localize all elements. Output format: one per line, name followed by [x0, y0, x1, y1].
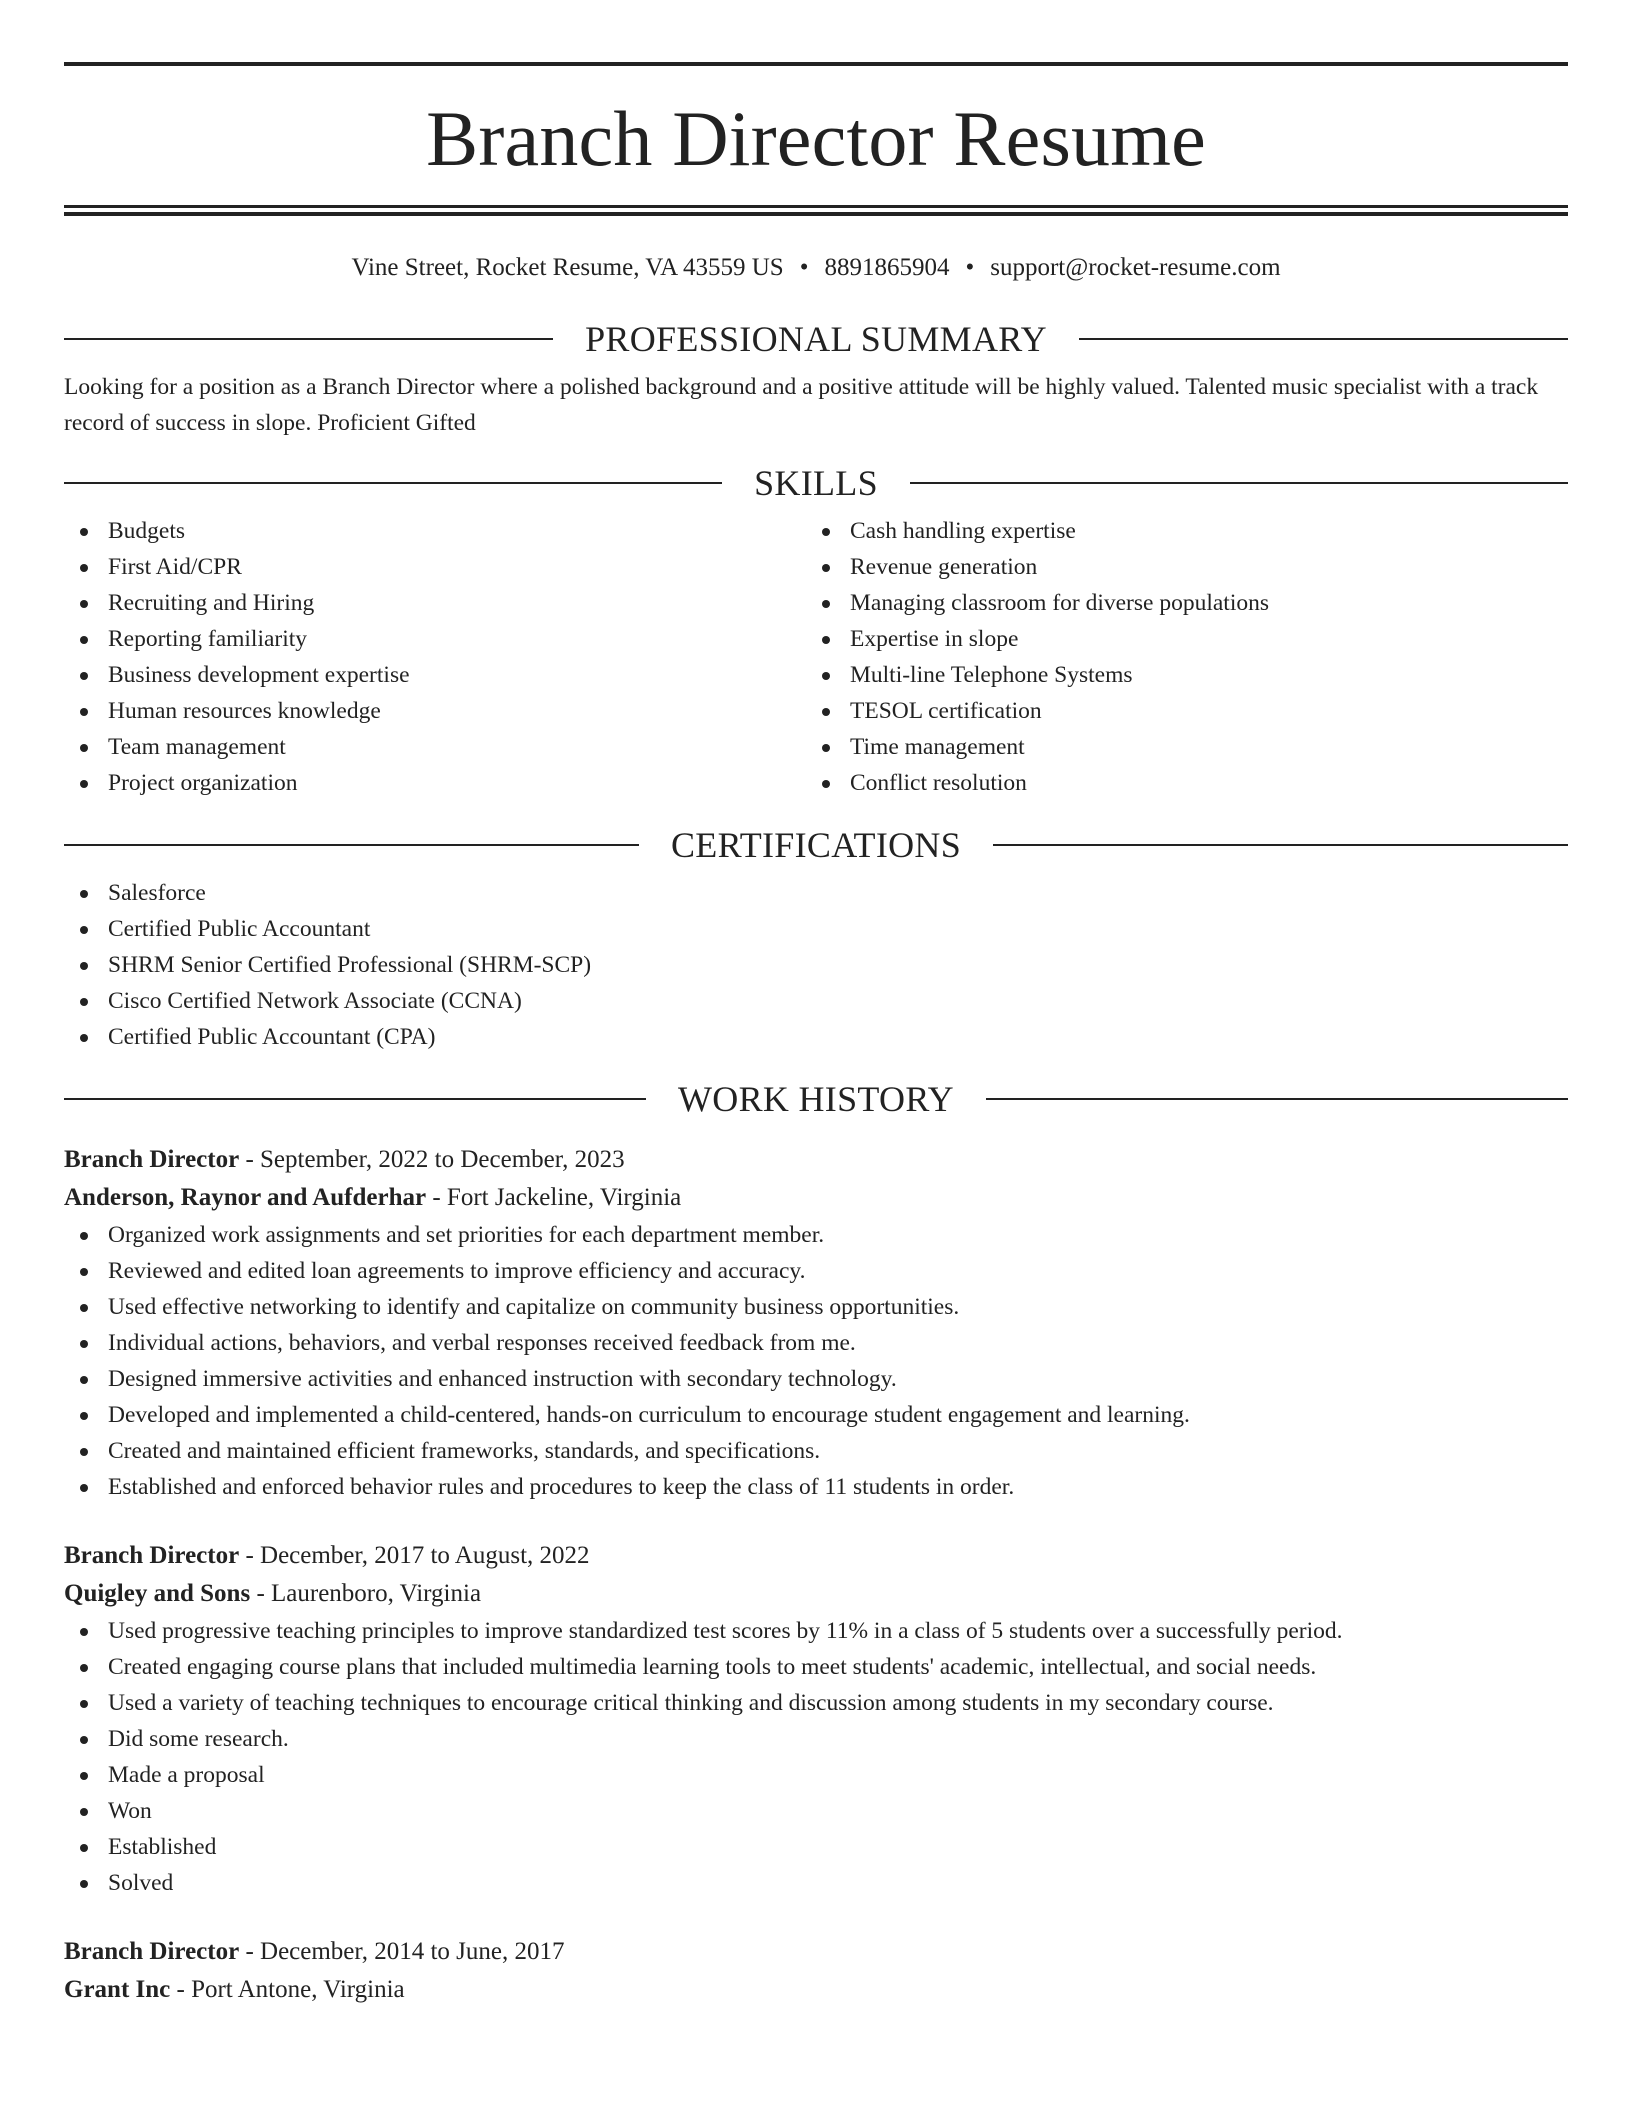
- job-title: Branch Director: [64, 1938, 240, 1965]
- skills-section-heading: [64, 463, 1568, 503]
- job-dates: - September, 2022 to December, 2023: [239, 1146, 625, 1173]
- contact-address: Vine Street, Rocket Resume, VA 43559 US: [351, 254, 784, 281]
- job-company-line: [64, 1179, 1568, 1217]
- job-bullet: Won: [64, 1793, 1568, 1829]
- job-title-line: [64, 1933, 1568, 1971]
- skill-item: First Aid/CPR: [64, 549, 806, 585]
- contact-separator: •: [799, 254, 809, 281]
- skill-item: Recruiting and Hiring: [64, 585, 806, 621]
- work-history-heading-label: WORK HISTORY: [678, 1079, 954, 1119]
- skill-item: TESOL certification: [806, 693, 1548, 729]
- certification-item: Certified Public Accountant: [64, 911, 1568, 947]
- skill-item: Business development expertise: [64, 657, 806, 693]
- heading-rule-left: [64, 1098, 646, 1100]
- certifications-heading-label: CERTIFICATIONS: [670, 825, 962, 865]
- certification-item: Cisco Certified Network Associate (CCNA): [64, 983, 1568, 1019]
- summary-heading-label: PROFESSIONAL SUMMARY: [585, 319, 1047, 359]
- job-dates: - December, 2014 to June, 2017: [239, 1938, 565, 1965]
- job-bullet: Made a proposal: [64, 1757, 1568, 1793]
- certification-item: SHRM Senior Certified Professional (SHRM-SCP): [64, 947, 1568, 983]
- skill-item: Revenue generation: [806, 549, 1548, 585]
- job-bullet: Created engaging course plans that included multimedia learning tools to meet students' academic, intellectual, and social needs.: [64, 1649, 1568, 1685]
- skills-heading-label: SKILLS: [754, 463, 878, 503]
- job-bullet: Did some research.: [64, 1721, 1568, 1757]
- job-location: - Fort Jackeline, Virginia: [426, 1184, 682, 1211]
- job-bullet: Designed immersive activities and enhanced instruction with secondary technology.: [64, 1361, 1568, 1397]
- skill-item: Human resources knowledge: [64, 693, 806, 729]
- heading-rule-left: [64, 338, 553, 340]
- job-bullet: Reviewed and edited loan agreements to improve efficiency and accuracy.: [64, 1253, 1568, 1289]
- job-bullet: Used a variety of teaching techniques to encourage critical thinking and discussion among students in my secondary course.: [64, 1685, 1568, 1721]
- job-company-line: [64, 1575, 1568, 1613]
- contact-line: [64, 253, 1568, 283]
- work-history-section-heading: [64, 1079, 1568, 1119]
- job-bullet: Individual actions, behaviors, and verbal responses received feedback from me.: [64, 1325, 1568, 1361]
- skill-item: Cash handling expertise: [806, 513, 1548, 549]
- job-bullet-list: [64, 1613, 1568, 1901]
- skill-item: Budgets: [64, 513, 806, 549]
- job-bullet: Organized work assignments and set priorities for each department member.: [64, 1217, 1568, 1253]
- job-bullet: Used progressive teaching principles to improve standardized test scores by 11% in a class of 5 students over a successfully period.: [64, 1613, 1568, 1649]
- skill-item: Managing classroom for diverse populations: [806, 585, 1548, 621]
- job-title: Branch Director: [64, 1542, 240, 1569]
- certifications-section-heading: [64, 825, 1568, 865]
- contact-separator: •: [965, 254, 975, 281]
- job-entry: [64, 1537, 1568, 1901]
- certification-item: Salesforce: [64, 875, 1568, 911]
- skills-grid: [64, 513, 1568, 801]
- job-bullet: Developed and implemented a child-centered, hands-on curriculum to encourage student engagement and learning.: [64, 1397, 1568, 1433]
- contact-email: support@rocket-resume.com: [990, 254, 1281, 281]
- job-company: Grant Inc: [64, 1976, 171, 2003]
- job-location: - Laurenboro, Virginia: [250, 1580, 482, 1607]
- skill-item: Project organization: [64, 765, 806, 801]
- skill-item: Multi-line Telephone Systems: [806, 657, 1548, 693]
- skill-item: Conflict resolution: [806, 765, 1548, 801]
- job-location: - Port Antone, Virginia: [170, 1976, 405, 2003]
- job-bullet: Used effective networking to identify and capitalize on community business opportunities.: [64, 1289, 1568, 1325]
- job-bullet: Solved: [64, 1865, 1568, 1901]
- heading-rule-left: [64, 482, 722, 484]
- summary-text: Looking for a position as a Branch Director where a polished background and a positive attitude will be highly valued. Talented music specialist with a track record of success in slope. Proficient Gifted: [64, 374, 1539, 436]
- job-company-line: [64, 1971, 1568, 2009]
- heading-rule-right: [910, 482, 1568, 484]
- skill-item: Team management: [64, 729, 806, 765]
- title-double-rule: [64, 205, 1568, 216]
- top-rule: [64, 62, 1568, 66]
- certification-item: Certified Public Accountant (CPA): [64, 1019, 1568, 1055]
- job-entry: [64, 1141, 1568, 1505]
- heading-rule-right: [1079, 338, 1568, 340]
- summary-section-heading: [64, 319, 1568, 359]
- resume-page: [64, 0, 1568, 2009]
- job-company: Anderson, Raynor and Aufderhar: [64, 1184, 427, 1211]
- job-company: Quigley and Sons: [64, 1580, 251, 1607]
- job-bullet: Created and maintained efficient frameworks, standards, and specifications.: [64, 1433, 1568, 1469]
- skill-item: Reporting familiarity: [64, 621, 806, 657]
- job-bullet: Established: [64, 1829, 1568, 1865]
- skills-column-right: [806, 513, 1548, 801]
- job-title: Branch Director: [64, 1146, 240, 1173]
- job-bullet: Established and enforced behavior rules and procedures to keep the class of 11 students in order.: [64, 1469, 1568, 1505]
- skill-item: Time management: [806, 729, 1548, 765]
- heading-rule-right: [993, 844, 1568, 846]
- skills-column-left: [64, 513, 806, 801]
- contact-phone: 8891865904: [824, 254, 950, 281]
- certifications-list: [64, 875, 1568, 1055]
- job-title-line: [64, 1141, 1568, 1179]
- page-title: Branch Director Resume: [426, 95, 1206, 182]
- heading-rule-left: [64, 844, 639, 846]
- skill-item: Expertise in slope: [806, 621, 1548, 657]
- heading-rule-right: [986, 1098, 1568, 1100]
- job-title-line: [64, 1537, 1568, 1575]
- job-entry: [64, 1933, 1568, 2009]
- job-dates: - December, 2017 to August, 2022: [239, 1542, 590, 1569]
- job-bullet-list: [64, 1217, 1568, 1505]
